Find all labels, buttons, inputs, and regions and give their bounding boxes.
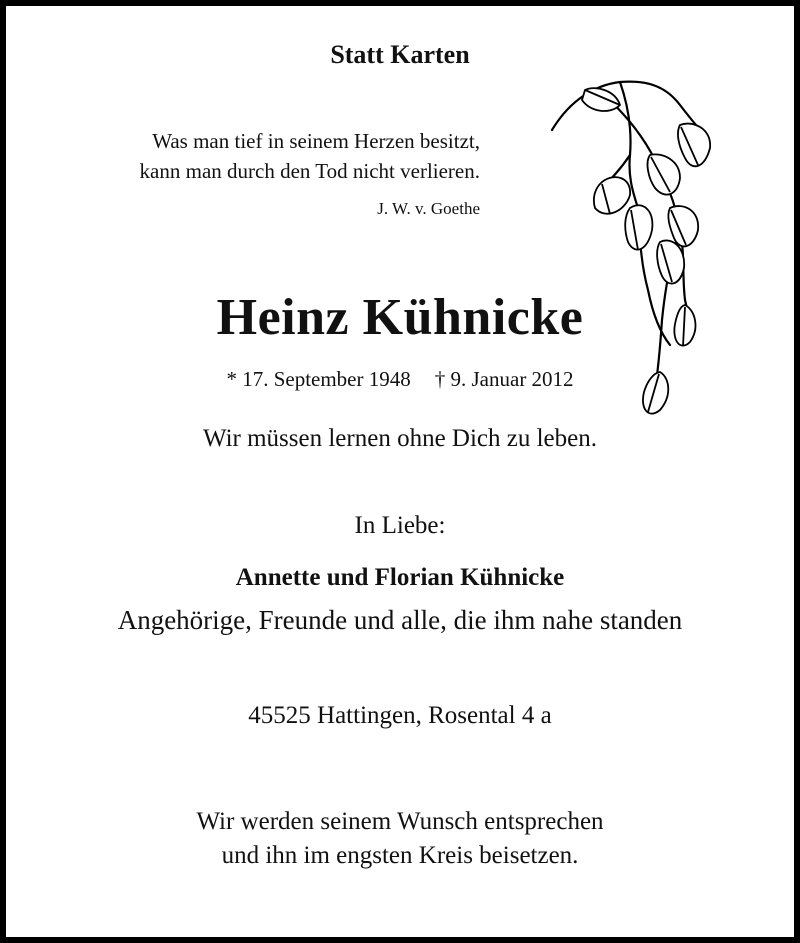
love-label: In Liebe: <box>354 512 446 539</box>
family-names: Annette und Florian Kühnicke <box>235 564 565 591</box>
funeral-note-line-2: und ihn im engsten Kreis beisetzen. <box>221 842 579 869</box>
address: 45525 Hattingen, Rosental 4 a <box>248 702 552 729</box>
deceased-name: Heinz Kühnicke <box>216 289 584 346</box>
quote-line-2: kann man durch den Tod nicht verlieren. <box>139 159 480 183</box>
quote-line-1: Was man tief in seinem Herzen besitzt, <box>152 129 480 153</box>
notice-header: Statt Karten <box>330 40 470 69</box>
relatives-line: Angehörige, Freunde und alle, die ihm nahe standen <box>117 605 683 635</box>
birth-date: * 17. September 1948 <box>226 367 411 391</box>
quote-author: J. W. v. Goethe <box>377 199 480 218</box>
funeral-note-line-1: Wir werden seinem Wunsch entsprechen <box>196 808 604 835</box>
motto: Wir müssen lernen ohne Dich zu leben. <box>202 425 597 452</box>
life-dates <box>0 367 800 392</box>
death-date: † 9. Januar 2012 <box>434 367 574 391</box>
